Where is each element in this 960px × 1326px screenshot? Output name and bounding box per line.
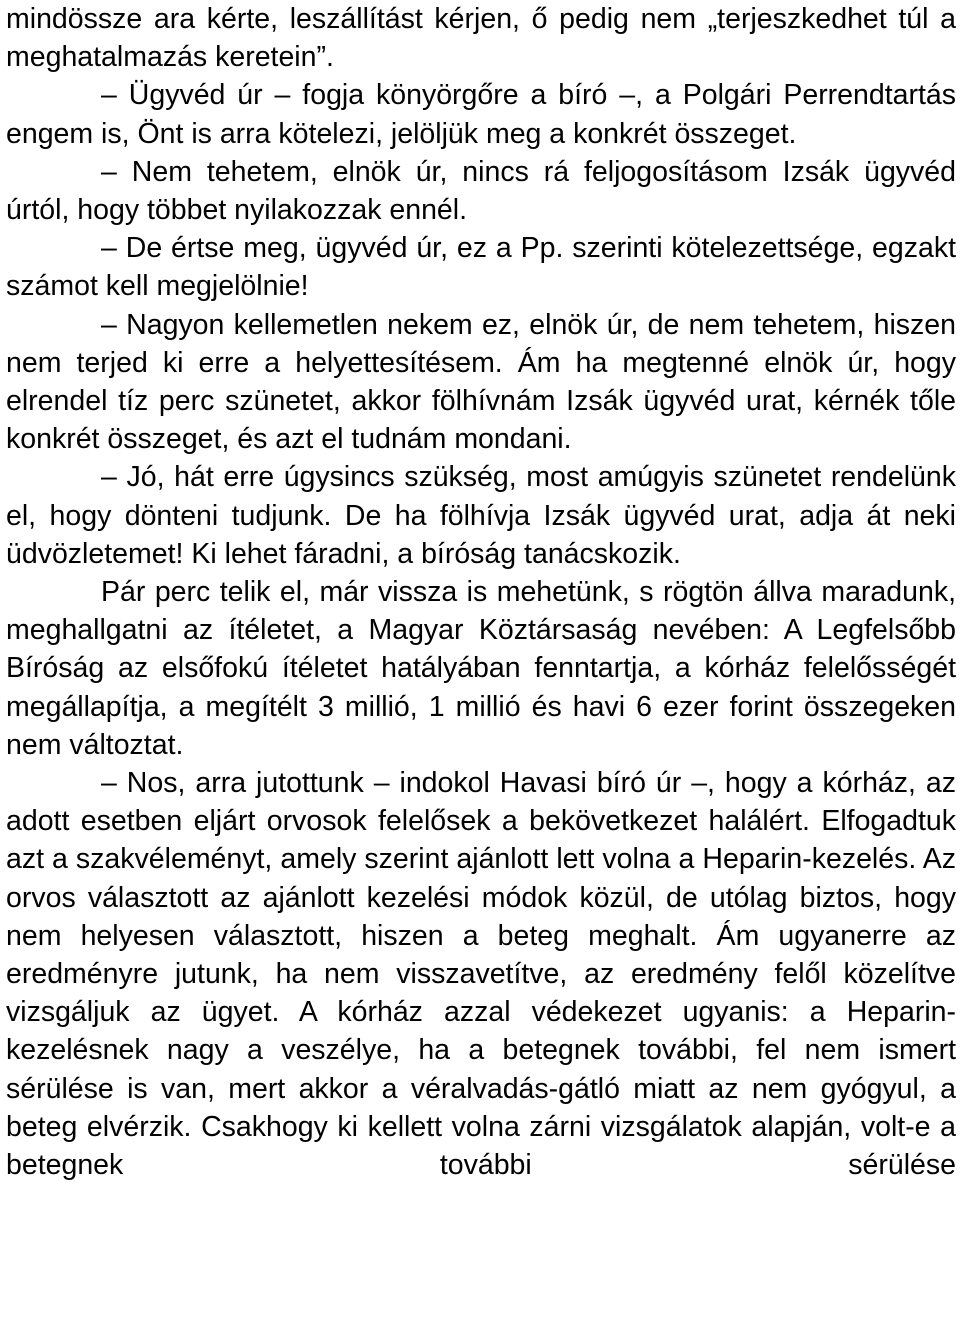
paragraph-dialogue: – De értse meg, ügyvéd úr, ez a Pp. szerinti kötelezettsége, egzakt számot kell megjelölnie!: [6, 232, 956, 303]
paragraph-continuation: mindössze ara kérte, leszállítást kérjen, ő pedig nem „terjeszkedhet túl a meghatalmazás keretein”.: [6, 3, 956, 74]
paragraph-dialogue: – Nem tehetem, elnök úr, nincs rá feljogosításom Izsák ügyvéd úrtól, hogy többet nyilakozzak ennél.: [6, 155, 956, 227]
paragraph-dialogue: – Jó, hát erre úgysincs szükség, most amúgyis szünetet rendelünk el, hogy dönteni tudjunk. De ha fölhívja Izsák ügyvéd urat, adja át neki üdvözletemet! Ki lehet fáradni, a bíróság tanácskozik.: [6, 461, 956, 570]
paragraph-dialogue: – Ügyvéd úr – fogja könyörgőre a bíró –, a Polgári Perrendtartás engem is, Önt is arra kötelezi, jelöljük meg a konkrét összeget.: [6, 79, 956, 150]
paragraph-dialogue: – Nagyon kellemetlen nekem ez, elnök úr, de nem tehetem, hiszen nem terjed ki erre a helyettesítésem. Ám ha megtenné elnök úr, hogy elrendel tíz perc szünetet, akkor fölhívnám Izsák ügyvéd urat, kérnék tőle konkrét összeget, és azt el tudnám mondani.: [6, 308, 956, 456]
paragraph-dialogue: – Nos, arra jutottunk – indokol Havasi bíró úr –, hogy a kórház, az adott esetben eljárt orvosok felelősek a bekövetkezet halálért. Elfogadtuk azt a szakvéleményt, amely szerint ajánlott lett volna a Heparin-kezelés. Az orvos választott az ajánlott kezelési módok közül, de utólag biztos, hogy nem helyesen választott, hiszen a beteg meghalt. Ám ugyanerre az eredményre jutunk, ha nem visszavetítve, az eredmény felől közelítve vizsgáljuk az ügyet. A kórház azzal védekezet ugyanis: a Heparin-kezelésnek nagy a veszélye, ha a betegnek további, fel nem ismert sérülése is van, mert akkor a véralvadás-gátló miatt az nem gyógyul, a beteg elvérzik. Csakhogy ki kellett volna zárni vizsgálatok alapján, volt-e a betegnek további sérülése: [6, 767, 956, 1182]
paragraph-narration: Pár perc telik el, már vissza is mehetünk, s rögtön állva maradunk, meghallgatni az ítéletet, a Magyar Köztársaság nevében: A Legfelsőbb Bíróság az elsőfokú ítéletet hatályában fenntartja, a kórház felelősségét megállapítja, a megítélt 3 millió, 1 millió és havi 6 ezer forint összegeken nem változtat.: [6, 576, 956, 761]
